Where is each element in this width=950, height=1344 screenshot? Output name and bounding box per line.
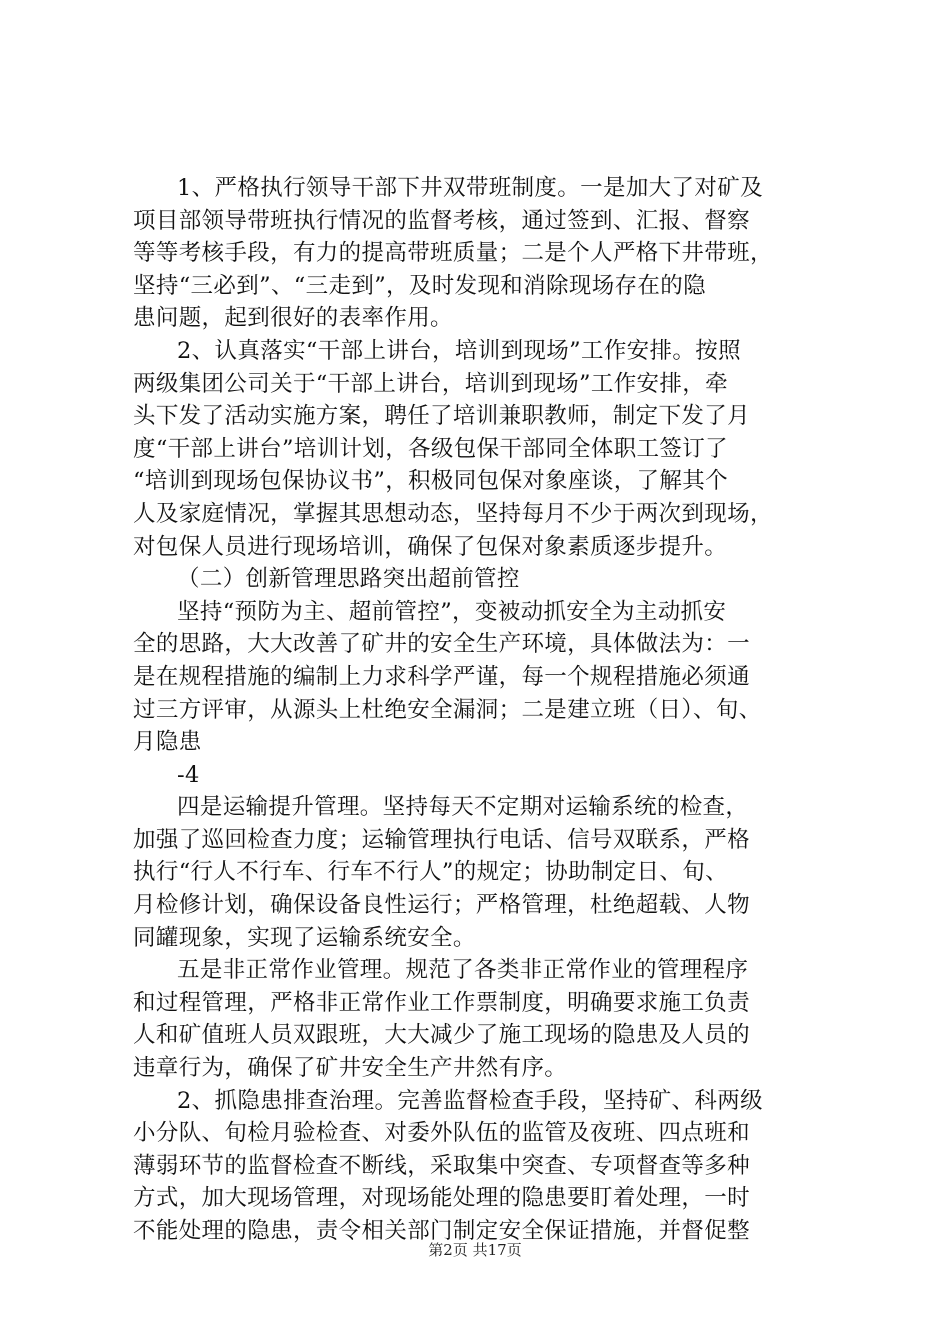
text-line: 2、认真落实“干部上讲台，培训到现场”工作安排。按照 xyxy=(177,337,741,364)
text-line: 人及家庭情况，掌握其思想动态，坚持每月不少于两次到现场， xyxy=(133,500,773,527)
text-line: 坚持“三必到”、“三走到”，及时发现和消除现场存在的隐 xyxy=(133,272,706,299)
text-line: 和过程管理，严格非正常作业工作票制度，明确要求施工负责 xyxy=(133,989,750,1016)
text-line: 头下发了活动实施方案，聘任了培训兼职教师，制定下发了月 xyxy=(133,403,750,430)
text-line: 全的思路，大大改善了矿井的安全生产环境，具体做法为：一 xyxy=(133,631,750,658)
text-line: 是在规程措施的编制上力求科学严谨，每一个规程措施必须通 xyxy=(133,663,750,690)
text-line: “培训到现场包保协议书”，积极同包保对象座谈，了解其个 xyxy=(133,468,728,495)
text-line: 月检修计划，确保设备良性运行；严格管理，杜绝超载、人物 xyxy=(133,892,750,919)
text-line: 小分队、旬检月验检查、对委外队伍的监管及夜班、四点班和 xyxy=(133,1120,750,1147)
text-line: （二）创新管理思路突出超前管控 xyxy=(177,566,520,593)
page-footer: 第2页 共17页 xyxy=(428,1241,522,1259)
text-line: 等等考核手段，有力的提高带班质量；二是个人严格下井带班， xyxy=(133,240,773,267)
text-line: 过三方评审，从源头上杜绝安全漏洞；二是建立班（日）、旬、 xyxy=(133,696,762,723)
text-line: 1、严格执行领导干部下井双带班制度。一是加大了对矿及 xyxy=(177,175,763,201)
text-line: 四是运输提升管理。坚持每天不定期对运输系统的检查， xyxy=(177,794,749,821)
text-line: 坚持“预防为主、超前管控”，变被动抓安全为主动抓安 xyxy=(177,598,727,625)
document-body xyxy=(133,172,833,1248)
text-line: 违章行为，确保了矿井安全生产井然有序。 xyxy=(133,1055,568,1082)
text-line: 加强了巡回检查力度；运输管理执行电话、信号双联系，严格 xyxy=(133,826,750,853)
text-line: 薄弱环节的监督检查不断线，采取集中突查、专项督查等多种 xyxy=(133,1152,750,1179)
text-line: 同罐现象，实现了运输系统安全。 xyxy=(133,924,476,951)
text-line: 度“干部上讲台”培训计划，各级包保干部同全体职工签订了 xyxy=(133,435,728,462)
text-line: 月隐患 xyxy=(133,729,202,756)
text-line: 五是非正常作业管理。规范了各类非正常作业的管理程序 xyxy=(177,957,749,984)
text-line: 执行“行人不行车、行车不行人”的规定；协助制定日、旬、 xyxy=(133,859,728,886)
text-line: 两级集团公司关于“干部上讲台，培训到现场”工作安排，牵 xyxy=(133,370,728,397)
text-line: 项目部领导带班执行情况的监督考核，通过签到、汇报、督察 xyxy=(133,207,750,234)
text-line: 对包保人员进行现场培训，确保了包保对象素质逐步提升。 xyxy=(133,533,728,560)
text-line: 不能处理的隐患，责令相关部门制定安全保证措施，并督促整 xyxy=(133,1218,750,1244)
text-line: 患问题，起到很好的表率作用。 xyxy=(133,305,453,332)
text-line: 方式，加大现场管理，对现场能处理的隐患要盯着处理，一时 xyxy=(133,1185,750,1212)
text-line: 人和矿值班人员双跟班，大大减少了施工现场的隐患及人员的 xyxy=(133,1022,750,1049)
text-line: -4 xyxy=(177,761,200,788)
text-line: 2、抓隐患排查治理。完善监督检查手段，坚持矿、科两级 xyxy=(177,1087,763,1114)
